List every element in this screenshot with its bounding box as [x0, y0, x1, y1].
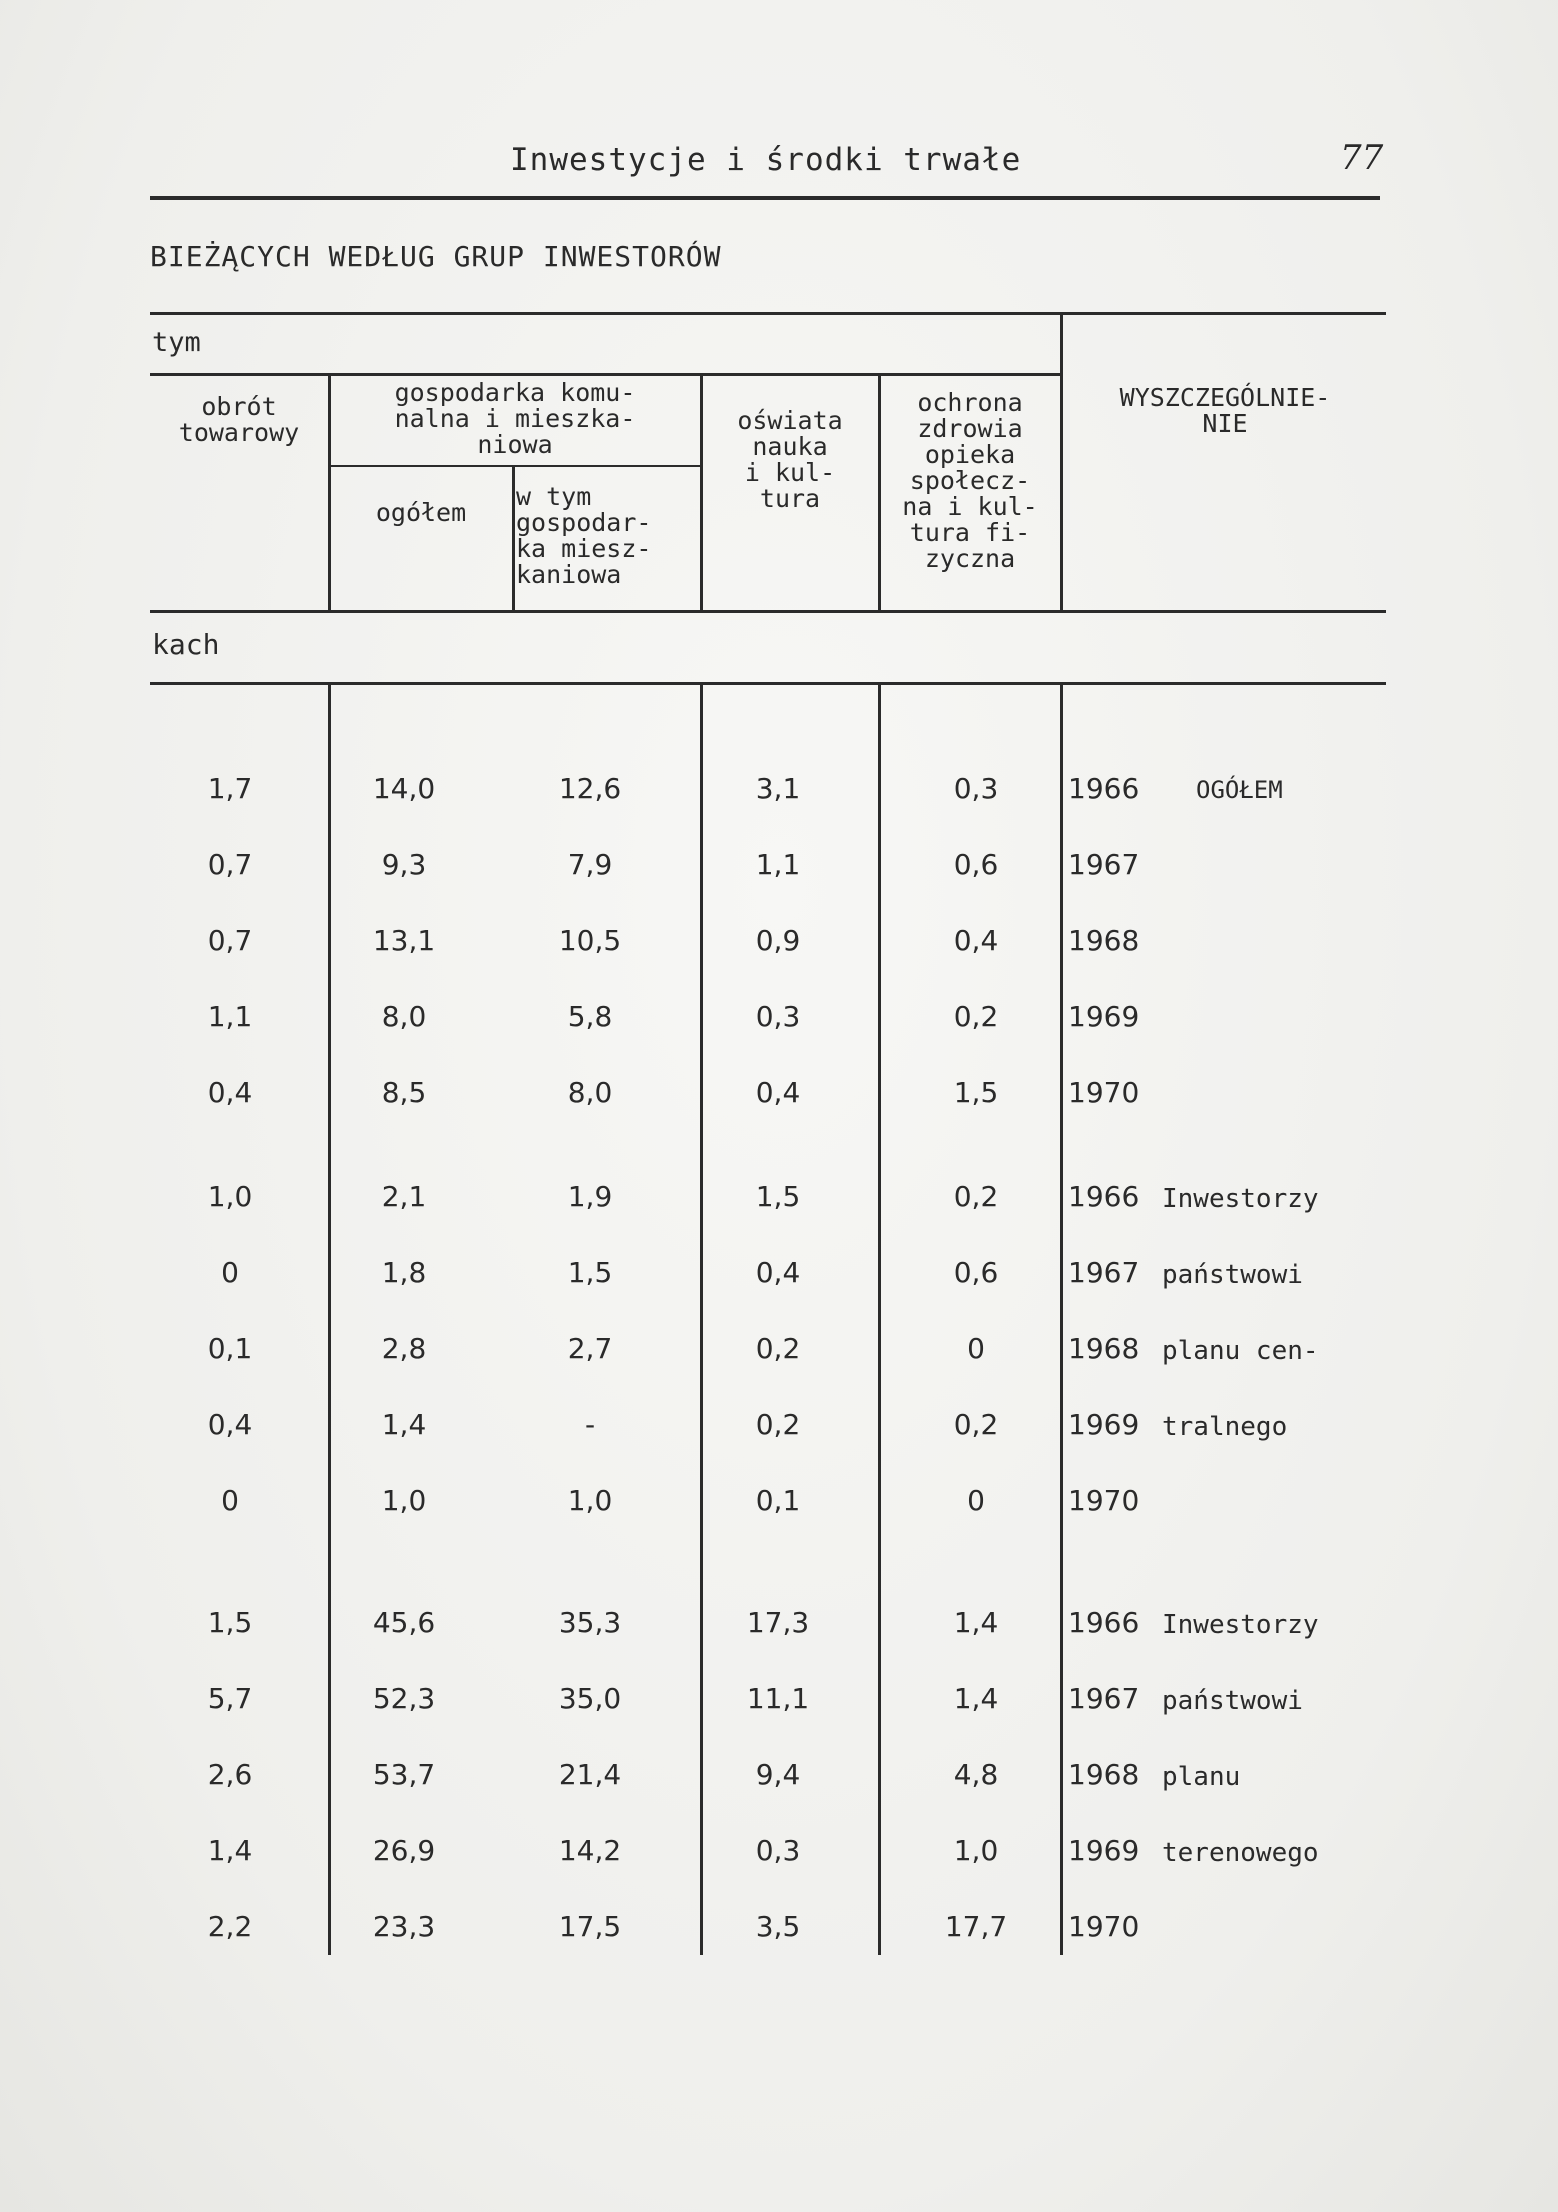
cell-gosp-ogolem: 1,4 — [381, 1408, 427, 1441]
cell-oswiata: 0,2 — [755, 1332, 801, 1365]
cell-obrot: 0,7 — [207, 848, 253, 881]
cell-gosp-ogolem: 1,0 — [381, 1484, 427, 1517]
cell-oswiata: 0,3 — [755, 1000, 801, 1033]
cell-gosp-mieszk: - — [584, 1408, 596, 1441]
cell-ochrona: 17,7 — [944, 1910, 1008, 1943]
cell-gosp-mieszk: 35,3 — [558, 1606, 622, 1639]
cell-year: 1970 — [1068, 1076, 1140, 1109]
cell-oswiata: 0,9 — [755, 924, 801, 957]
cell-gosp-ogolem: 2,8 — [381, 1332, 427, 1365]
cell-year: 1970 — [1068, 1484, 1140, 1517]
cell-oswiata: 3,5 — [755, 1910, 801, 1943]
cell-obrot: 0,4 — [207, 1408, 253, 1441]
cell-gosp-mieszk: 35,0 — [558, 1682, 622, 1715]
cell-gosp-ogolem: 53,7 — [372, 1758, 436, 1791]
cell-ochrona: 1,4 — [953, 1682, 999, 1715]
cell-oswiata: 11,1 — [746, 1682, 810, 1715]
cell-gosp-ogolem: 14,0 — [372, 772, 436, 805]
cell-gosp-ogolem: 45,6 — [372, 1606, 436, 1639]
cell-oswiata: 3,1 — [755, 772, 801, 805]
header-obrot-towarowy: obrót towarowy — [178, 392, 300, 447]
cell-ochrona: 0,2 — [953, 1408, 999, 1441]
cell-gosp-ogolem: 2,1 — [381, 1180, 427, 1213]
cell-gosp-ogolem: 52,3 — [372, 1682, 436, 1715]
body-vline-3 — [878, 685, 881, 1955]
header-vline-4 — [1060, 312, 1063, 610]
cell-ochrona: 1,5 — [953, 1076, 999, 1109]
cell-gosp-ogolem: 9,3 — [381, 848, 427, 881]
cell-obrot: 5,7 — [207, 1682, 253, 1715]
cell-obrot: 1,4 — [207, 1834, 253, 1867]
header-ochrona-zdrowia: ochrona zdrowia opieka społecz- na i kul- tura fi- zyczna — [902, 388, 1038, 573]
cell-year: 1968 — [1068, 1758, 1140, 1791]
cell-gosp-mieszk: 17,5 — [558, 1910, 622, 1943]
cell-obrot: 0 — [221, 1256, 239, 1289]
cell-obrot: 1,5 — [207, 1606, 253, 1639]
tym-underline — [150, 373, 1060, 376]
cell-oswiata: 17,3 — [746, 1606, 810, 1639]
cell-year: 1970 — [1068, 1910, 1140, 1943]
header-gosp-mieszkaniowa: w tym gospodar- ka miesz- kaniowa — [516, 482, 652, 589]
cell-gosp-mieszk: 1,5 — [567, 1256, 613, 1289]
cell-oswiata: 9,4 — [755, 1758, 801, 1791]
group-label-line: planu — [1162, 1762, 1241, 1792]
cell-oswiata: 0,4 — [755, 1256, 801, 1289]
header-bottom-rule — [150, 610, 1386, 613]
gospodarka-subrule — [330, 465, 700, 467]
cell-ochrona: 0,3 — [953, 772, 999, 805]
cell-obrot: 1,0 — [207, 1180, 253, 1213]
cell-ochrona: 0,2 — [953, 1180, 999, 1213]
cell-gosp-ogolem: 8,5 — [381, 1076, 427, 1109]
group-label-line: OGÓŁEM — [1196, 776, 1283, 804]
body-vline-1 — [328, 685, 331, 1955]
cell-oswiata: 0,2 — [755, 1408, 801, 1441]
cell-ochrona: 0,2 — [953, 1000, 999, 1033]
cell-obrot: 1,7 — [207, 772, 253, 805]
cell-obrot: 1,1 — [207, 1000, 253, 1033]
group-label-line: tralnego — [1162, 1412, 1288, 1442]
cell-year: 1966 — [1068, 772, 1140, 805]
cell-year: 1968 — [1068, 924, 1140, 957]
cell-gosp-mieszk: 8,0 — [567, 1076, 613, 1109]
group-label-line: państwowi — [1162, 1686, 1303, 1716]
cell-obrot: 2,2 — [207, 1910, 253, 1943]
running-header-title: Inwestycje i środki trwałe — [510, 142, 1022, 178]
cell-year: 1969 — [1068, 1834, 1140, 1867]
header-oswiata: oświata nauka i kul- tura — [737, 406, 843, 513]
header-ogolem: ogółem — [375, 498, 467, 527]
cell-ochrona: 0,6 — [953, 1256, 999, 1289]
group-label-line: Inwestorzy — [1162, 1610, 1319, 1640]
cell-ochrona: 0 — [967, 1332, 985, 1365]
cell-gosp-ogolem: 8,0 — [381, 1000, 427, 1033]
body-vline-4 — [1060, 685, 1063, 1955]
cell-gosp-mieszk: 1,0 — [567, 1484, 613, 1517]
cell-ochrona: 0,4 — [953, 924, 999, 957]
cell-gosp-mieszk: 21,4 — [558, 1758, 622, 1791]
cell-ochrona: 0,6 — [953, 848, 999, 881]
cell-ochrona: 0 — [967, 1484, 985, 1517]
group-label-line: terenowego — [1162, 1838, 1319, 1868]
cell-obrot: 0,1 — [207, 1332, 253, 1365]
cell-gosp-ogolem: 1,8 — [381, 1256, 427, 1289]
cell-year: 1967 — [1068, 1256, 1140, 1289]
cell-obrot: 0 — [221, 1484, 239, 1517]
group-label-line: państwowi — [1162, 1260, 1303, 1290]
cell-obrot: 0,4 — [207, 1076, 253, 1109]
cell-year: 1966 — [1068, 1180, 1140, 1213]
group-label-line: planu cen- — [1162, 1336, 1319, 1366]
cell-year: 1966 — [1068, 1606, 1140, 1639]
header-rule — [150, 196, 1380, 200]
cell-gosp-mieszk: 10,5 — [558, 924, 622, 957]
cell-ochrona: 4,8 — [953, 1758, 999, 1791]
table-subtitle: BIEŻĄCYCH WEDŁUG GRUP INWESTORÓW — [150, 240, 722, 273]
cell-ochrona: 1,4 — [953, 1606, 999, 1639]
cell-obrot: 2,6 — [207, 1758, 253, 1791]
cell-oswiata: 1,1 — [755, 848, 801, 881]
cell-oswiata: 0,1 — [755, 1484, 801, 1517]
cell-gosp-mieszk: 2,7 — [567, 1332, 613, 1365]
cell-year: 1969 — [1068, 1000, 1140, 1033]
cell-year: 1967 — [1068, 1682, 1140, 1715]
cell-gosp-mieszk: 1,9 — [567, 1180, 613, 1213]
cell-gosp-mieszk: 14,2 — [558, 1834, 622, 1867]
table-top-rule — [150, 312, 1386, 315]
group-label-line: Inwestorzy — [1162, 1184, 1319, 1214]
header-vline-2a — [512, 466, 515, 610]
cell-gosp-ogolem: 13,1 — [372, 924, 436, 957]
cell-ochrona: 1,0 — [953, 1834, 999, 1867]
header-wyszczegolnienie: WYSZCZEGÓLNIE- NIE — [1119, 383, 1331, 438]
header-gospodarka: gospodarka komu- nalna i mieszka- niowa — [394, 378, 636, 459]
cell-year: 1967 — [1068, 848, 1140, 881]
body-vline-2 — [700, 685, 703, 1955]
cell-gosp-ogolem: 26,9 — [372, 1834, 436, 1867]
header-tym: tym — [152, 327, 201, 358]
cell-obrot: 0,7 — [207, 924, 253, 957]
cell-year: 1968 — [1068, 1332, 1140, 1365]
page-number: 77 — [1340, 138, 1384, 178]
cell-gosp-mieszk: 5,8 — [567, 1000, 613, 1033]
kach-rule — [150, 682, 1386, 685]
cell-gosp-ogolem: 23,3 — [372, 1910, 436, 1943]
cell-oswiata: 1,5 — [755, 1180, 801, 1213]
cell-gosp-mieszk: 12,6 — [558, 772, 622, 805]
cell-oswiata: 0,3 — [755, 1834, 801, 1867]
cell-year: 1969 — [1068, 1408, 1140, 1441]
cell-oswiata: 0,4 — [755, 1076, 801, 1109]
cell-gosp-mieszk: 7,9 — [567, 848, 613, 881]
header-kach: kach — [152, 628, 220, 661]
